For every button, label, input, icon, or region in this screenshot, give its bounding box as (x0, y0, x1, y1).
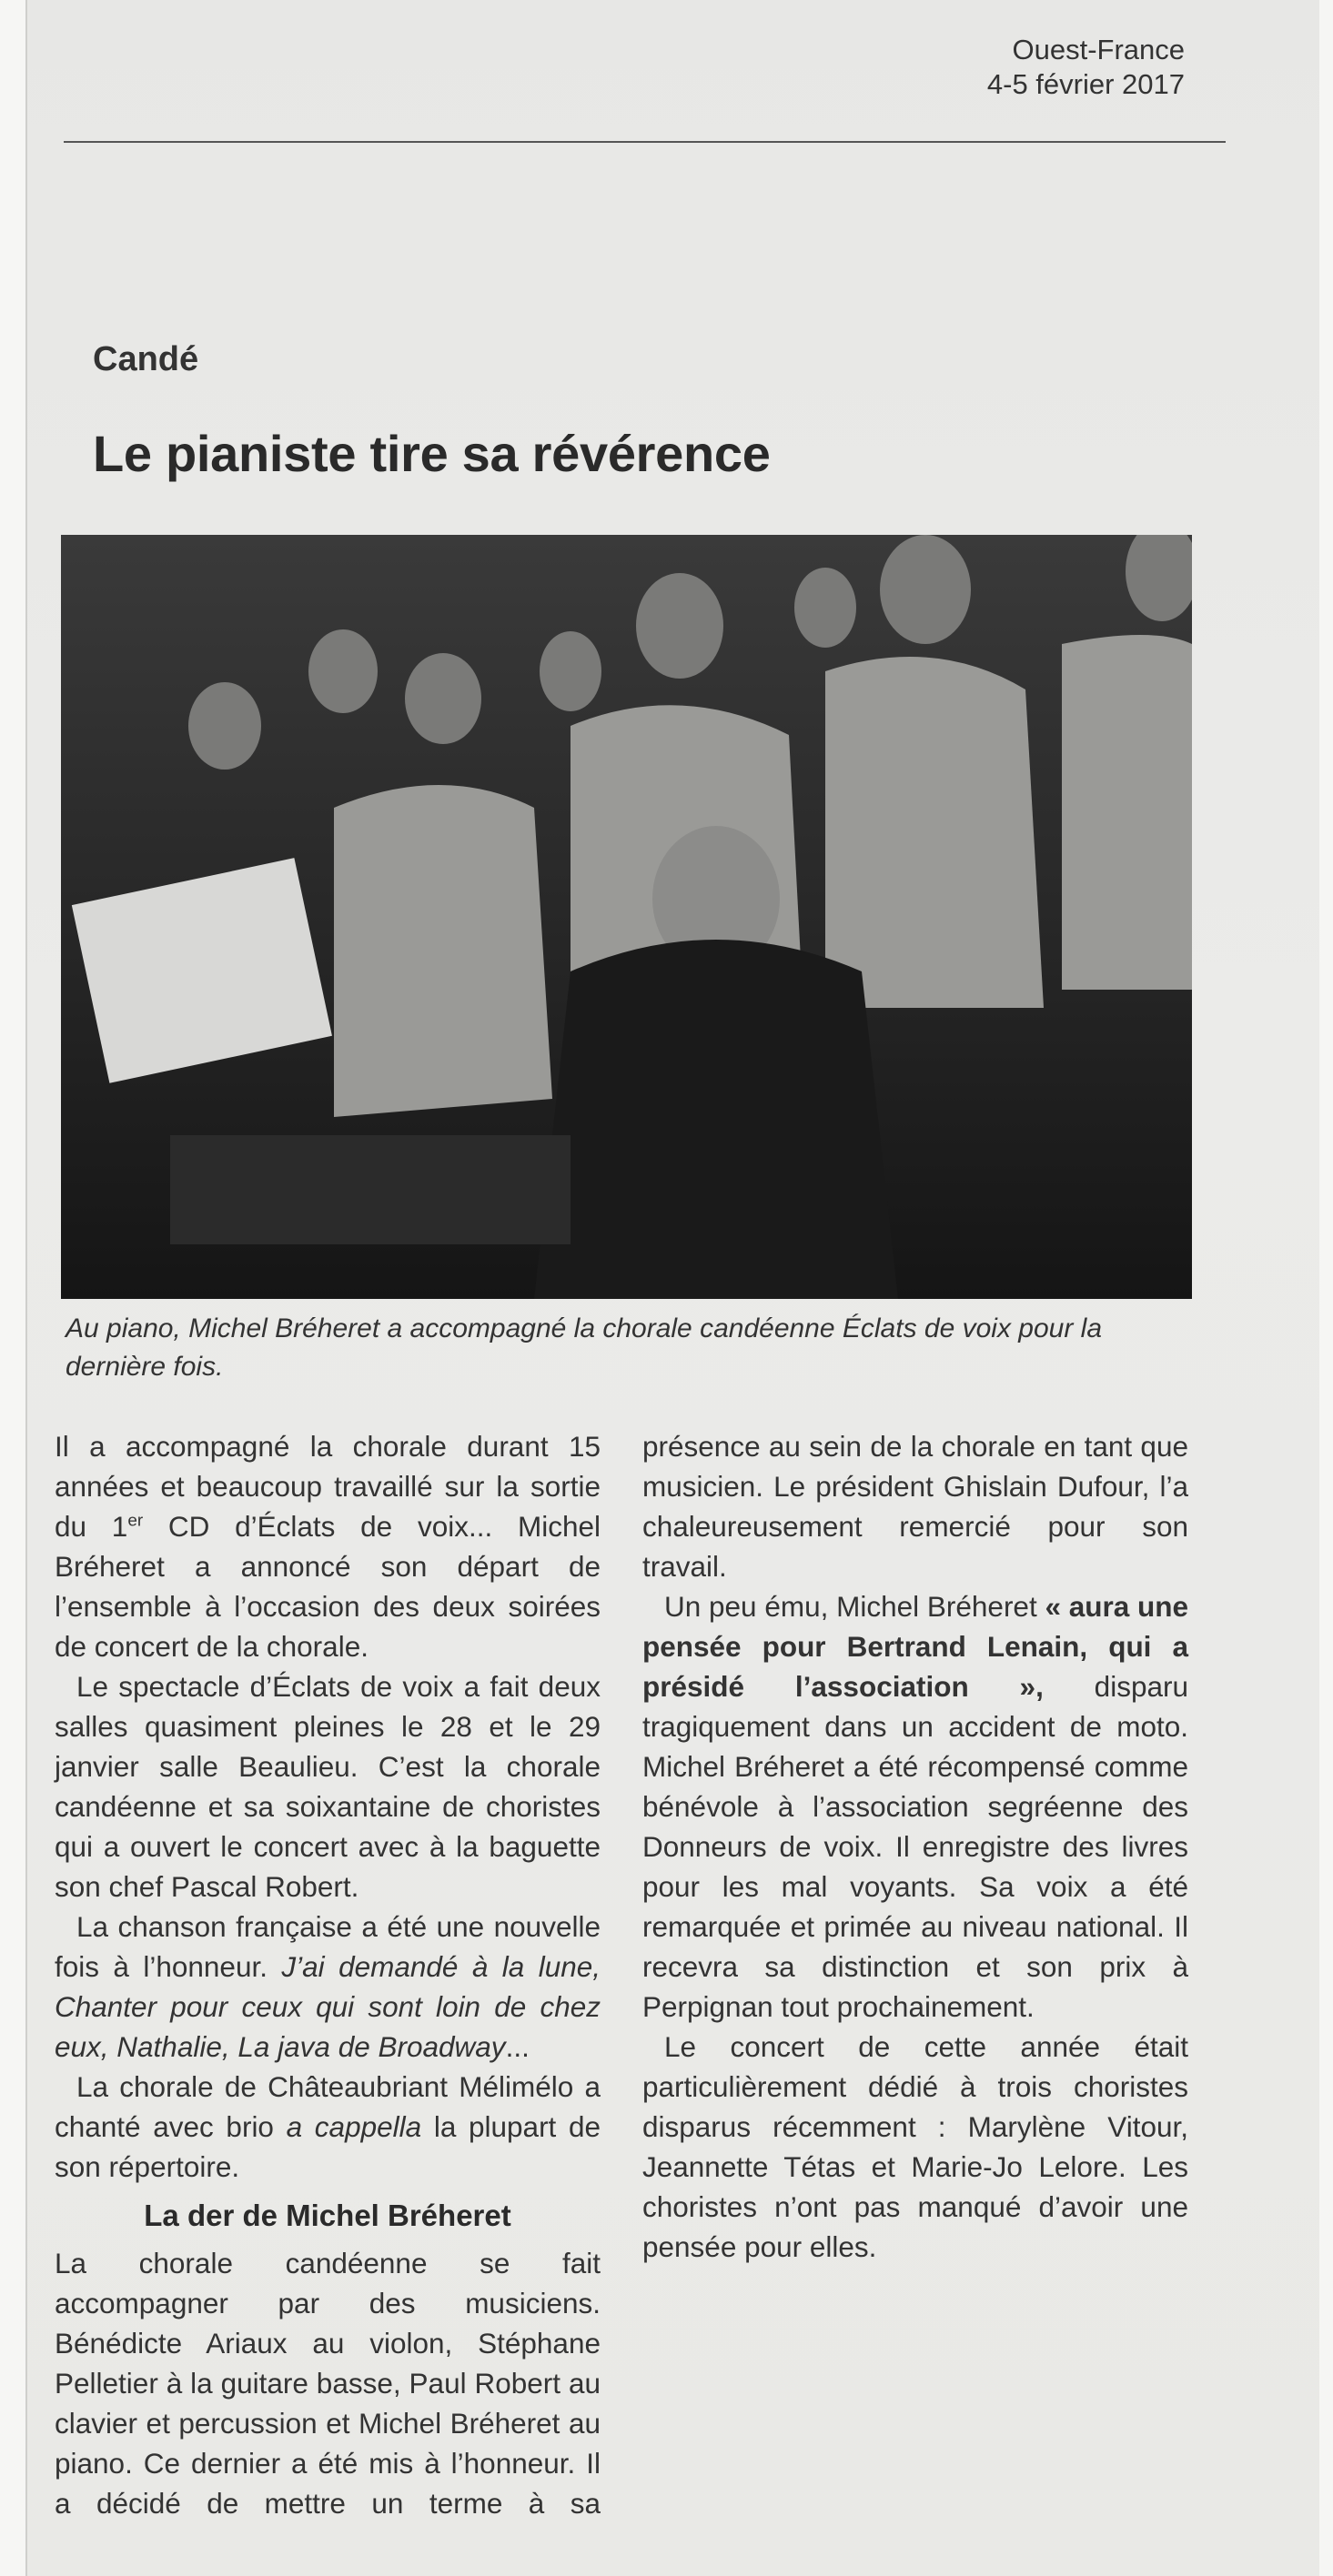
text-run: La chorale de Châteaubriant Mélimélo a chanté avec brio (55, 2070, 601, 2143)
text-run: la plupart de son répertoire. (55, 2110, 601, 2183)
choir-photo-illustration (61, 535, 1192, 1299)
article-paragraph (55, 1907, 601, 2067)
italic-text: J’ai demandé à la lune, Chanter pour ceux qui sont loin de chez eux, Nathalie, La java de Broadway (55, 1950, 601, 2063)
text-run: ... (505, 2030, 530, 2063)
masthead (987, 33, 1185, 102)
text-run: Il a accompagné la chorale durant 15 années et beaucoup travaillé sur la sortie du 1 (55, 1430, 601, 1543)
article-subheading: La der de Michel Bréheret (144, 2199, 511, 2232)
quote-text: « aura une pensée pour Bertrand Lenain, qui a présidé l’association », (642, 1590, 1189, 1703)
newspaper-name: Ouest-France (1012, 34, 1185, 65)
text-run: Un peu ému, Michel Bréheret (664, 1590, 1045, 1623)
text-run: La chanson française a été une nouvelle fois à l’honneur. (55, 1910, 601, 1983)
article-paragraph (642, 1586, 1188, 2027)
article-photo (61, 535, 1192, 1299)
text-run: La chorale candéenne se fait accompagner par des musiciens. Bénédicte Ariaux au violon, Stéphane Pelletier à la guitare basse, Paul Robert au clavier et percussion et Michel Bréheret au piano. Ce dernier a été mis à l’honneur. Il a décidé de mettre un terme à sa présence au sein de la chorale en tant que musicien. Le président Ghislain Dufour, l’a chaleureusement remercié pour son travail. (55, 1430, 1188, 2520)
article-paragraph (55, 2067, 601, 2187)
text-run: Le concert de cette année était particulièrement dédié à trois choristes disparus récemment : Marylène Vitour, Jeannette Tétas et Marie-Jo Lelore. Les choristes n’ont pas manqué d’avoir une pensée pour elles. (642, 2030, 1188, 2263)
italic-text: a cappella (286, 2110, 422, 2143)
issue-date: 4-5 février 2017 (986, 68, 1185, 100)
text-run: disparu tragiquement dans un accident de moto. Michel Bréheret a été récompensé comme bénévole à l’association segréenne des Donneurs de voix. Il enregistre des livres pour les mal voyants. Sa voix a été remarquée et primée au niveau national. Il recevra sa distinction et son prix à Perpignan tout prochainement. (642, 1670, 1188, 2023)
article-paragraph (55, 1426, 601, 1666)
article-paragraph (55, 1666, 601, 1907)
text-run: CD d’Éclats de voix... Michel Bréheret a annoncé son départ de l’ensemble à l’occasion des deux soirées de concert de la chorale. (55, 1510, 601, 1663)
article-title: Le pianiste tire sa révérence (93, 425, 771, 482)
header-rule (64, 141, 1226, 143)
article-paragraph (642, 2027, 1188, 2267)
text-run: er (127, 1511, 144, 1531)
text-run: Le spectacle d’Éclats de voix a fait deux salles quasiment pleines le 28 et le 29 janvier salle Beaulieu. C’est la chorale candéenne et sa soixantaine de choristes qui a ouvert le concert avec à la baguette son chef Pascal Robert. (55, 1670, 601, 1903)
article-kicker: Candé (93, 340, 199, 378)
photo-caption: Au piano, Michel Bréheret a accompagné la chorale candéenne Éclats de voix pour la dernière fois. (66, 1313, 1103, 1382)
article-body (55, 1426, 1188, 2536)
